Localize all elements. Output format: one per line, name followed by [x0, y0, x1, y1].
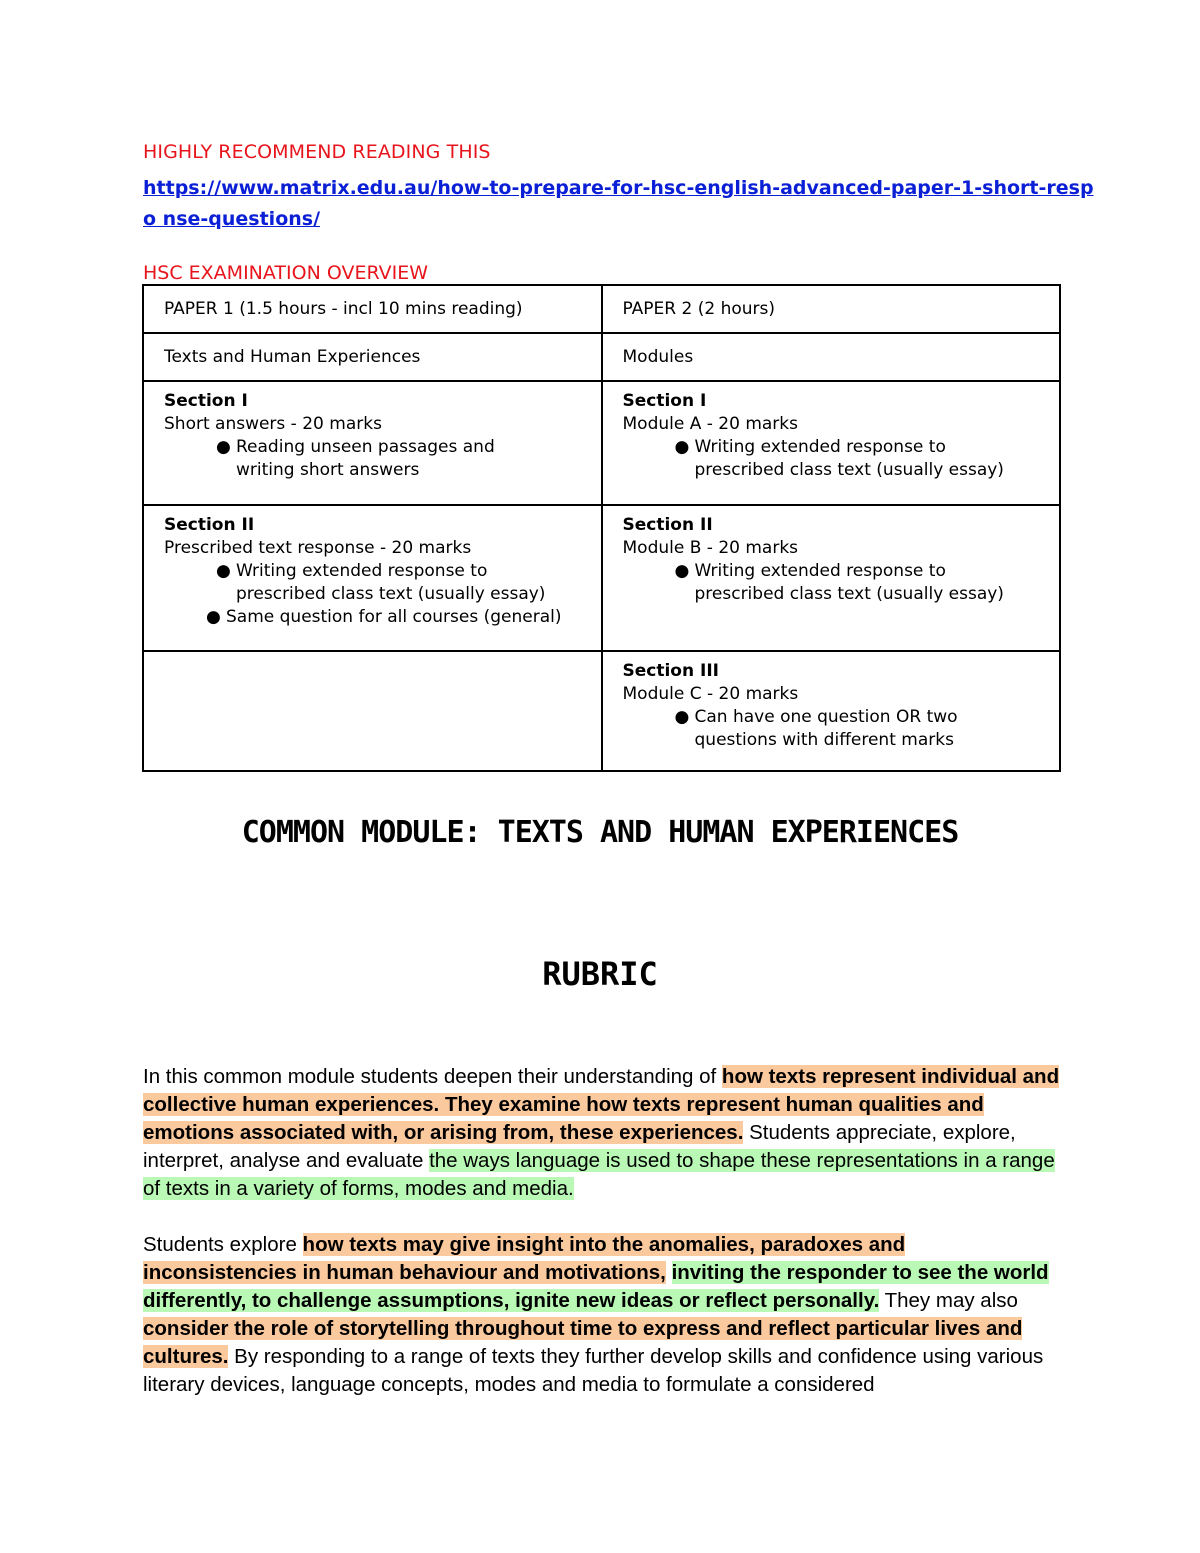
- table-row: [143, 651, 1060, 771]
- section-title: Section I: [164, 391, 248, 411]
- section-marks: Prescribed text response - 20 marks: [164, 538, 472, 558]
- matrix-article-link[interactable]: [143, 173, 1094, 235]
- rubric-paragraph-2: Students explore how texts may give insight into the anomalies, paradoxes and inconsistencies in human behaviour and motivations, inviting the responder to see the world differently, to challenge assumptions, ignite new ideas or reflect personally. They may also consider the role of storytelling throughout time to express and reflect particular lives and cultures. By responding to a range of texts they further develop skills and confidence using various literary devices, language concepts, modes and media to formulate a considered: [143, 1233, 1049, 1396]
- list-item: ● Reading unseen passages and writing short answers: [216, 437, 495, 480]
- recommend-heading: HIGHLY RECOMMEND READING THIS: [143, 141, 491, 163]
- bullet-icon: ●: [674, 437, 690, 457]
- list-item: ● Writing extended response to prescribed class text (usually essay): [674, 561, 1004, 604]
- list-item: ● Can have one question OR two questions with different marks: [674, 707, 958, 750]
- paper2-section1-cell: [602, 381, 1061, 505]
- link-line-2[interactable]: o nse-questions/: [143, 208, 321, 230]
- paper2-section3-cell: [602, 651, 1061, 771]
- paper1-header: PAPER 1 (1.5 hours - incl 10 mins reading): [143, 285, 602, 333]
- bullet-icon: ●: [674, 561, 690, 581]
- bullet-icon: ●: [674, 707, 690, 727]
- highlight-orange: how texts may give insight into the anomalies, paradoxes and inconsistencies in human behaviour and motivations,: [143, 1233, 906, 1284]
- paper1-subheader: Texts and Human Experiences: [143, 333, 602, 381]
- list-item: ● Writing extended response to prescribed class text (usually essay): [674, 437, 1004, 480]
- section-title: Section I: [622, 391, 707, 411]
- paper2-subheader: Modules: [602, 333, 1061, 381]
- section-marks: Module C - 20 marks: [622, 684, 799, 704]
- table-row: [143, 381, 1060, 505]
- highlight-orange: consider the role of storytelling throughout time to express and reflect particular lives and cultures.: [143, 1317, 1023, 1368]
- section-marks: Module A - 20 marks: [622, 414, 798, 434]
- overview-heading: HSC EXAMINATION OVERVIEW: [143, 262, 428, 284]
- link-line-1[interactable]: https://www.matrix.edu.au/how-to-prepare-for-hsc-english-advanced-paper-1-short-resp: [143, 177, 1094, 199]
- highlight-green: inviting the responder to see the world differently, to challenge assumptions, ignite new ideas or reflect personally.: [143, 1261, 1049, 1312]
- highlight-orange: how texts represent individual and collective human experiences. They examine how texts represent human qualities and emotions associated with, or arising from, these experiences.: [143, 1065, 1060, 1144]
- bullet-icon: ●: [216, 437, 231, 457]
- bullet-list: [164, 436, 581, 482]
- module-title: COMMON MODULE: TEXTS AND HUMAN EXPERIENCES: [241, 815, 959, 850]
- rubric-heading: RUBRIC: [542, 955, 658, 993]
- table-row: [143, 505, 1060, 651]
- paper2-header: PAPER 2 (2 hours): [602, 285, 1061, 333]
- section-title: Section II: [622, 515, 713, 535]
- paper2-section2-cell: [602, 505, 1061, 651]
- section-marks: Short answers - 20 marks: [164, 414, 382, 434]
- section-marks: Module B - 20 marks: [622, 538, 799, 558]
- rubric-paragraph-1: In this common module students deepen their understanding of how texts represent individual and collective human experiences. They examine how texts represent human qualities and emotions associated with, or arising from, these experiences. Students appreciate, explore, interpret, analyse and evaluate the ways language is used to shape these representations in a range of texts in a variety of forms, modes and media.: [143, 1065, 1060, 1200]
- bullet-list: [623, 706, 1040, 752]
- exam-overview-table: [142, 284, 1061, 772]
- list-item: ● Writing extended response to prescribed class text (usually essay): [216, 561, 546, 604]
- paper1-section1-cell: [143, 381, 602, 505]
- section-title: Section III: [622, 661, 719, 681]
- bullet-list: [164, 560, 581, 629]
- table-row: [143, 285, 1060, 333]
- bullet-list: [623, 436, 1040, 482]
- table-row: [143, 333, 1060, 381]
- paper1-section2-cell: [143, 505, 602, 651]
- empty-cell: [143, 651, 602, 771]
- section-title: Section II: [164, 515, 255, 535]
- highlight-green: the ways language is used to shape these representations in a range of texts in a variety of forms, modes and media.: [143, 1149, 1055, 1200]
- bullet-icon: ●: [206, 607, 221, 627]
- bullet-icon: ●: [216, 561, 231, 581]
- bullet-list: [623, 560, 1040, 606]
- list-item: ● Same question for all courses (general): [206, 607, 562, 627]
